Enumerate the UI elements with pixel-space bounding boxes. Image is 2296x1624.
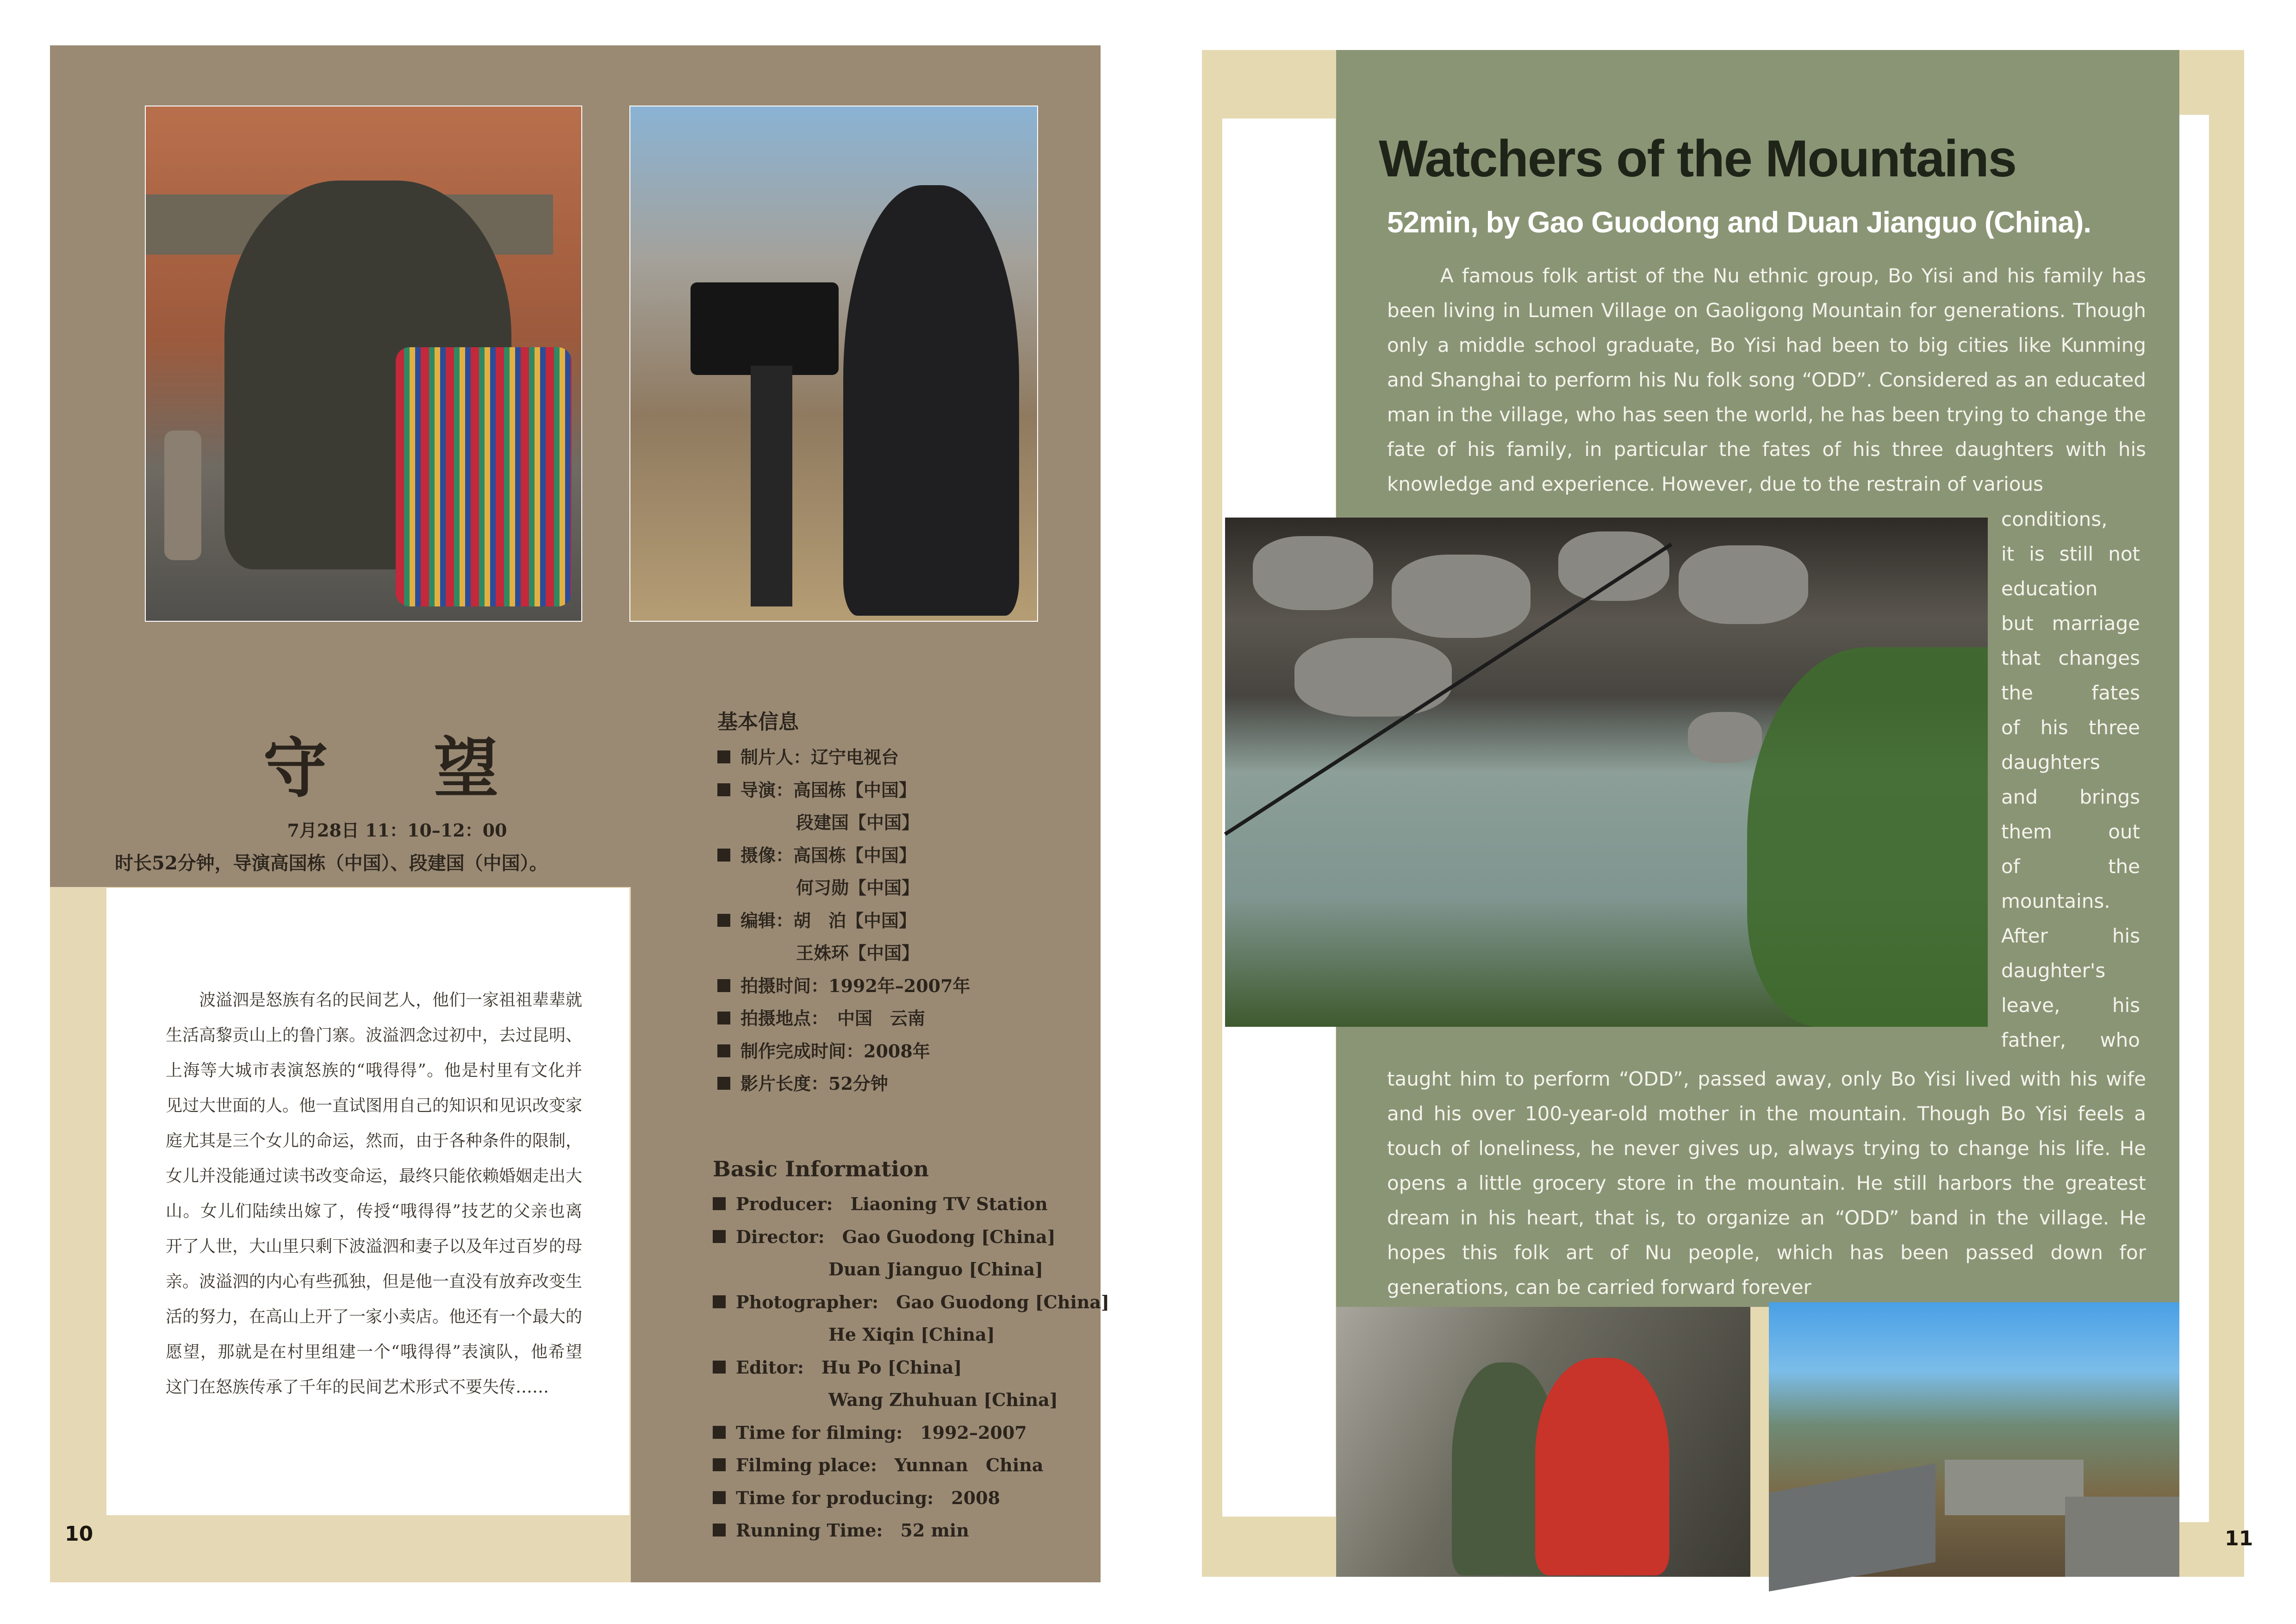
side-column-line: the fates bbox=[2001, 681, 2140, 704]
side-column-line: mountains. bbox=[2001, 890, 2110, 912]
mountain-village-photo bbox=[1769, 1302, 2179, 1577]
info-text: 段建国【中国】 bbox=[796, 812, 920, 833]
info-text: Time for filming: 1992–2007 bbox=[736, 1422, 1027, 1443]
white-margin-right bbox=[2179, 115, 2209, 1522]
side-column-line: daughters bbox=[2001, 751, 2100, 774]
chinese-info-list bbox=[717, 741, 1078, 1100]
side-column-line: of the bbox=[2001, 855, 2140, 878]
bullet-spacer bbox=[713, 1393, 726, 1406]
square-bullet-icon bbox=[713, 1458, 726, 1471]
info-row bbox=[713, 1221, 1097, 1254]
rock bbox=[1558, 531, 1669, 601]
side-column-line: but marriage bbox=[2001, 612, 2140, 635]
info-text: Running Time: 52 min bbox=[736, 1520, 969, 1541]
children-photo bbox=[1336, 1307, 1750, 1577]
info-row bbox=[717, 774, 1078, 807]
info-row bbox=[717, 839, 1078, 872]
synopsis-bottom-paragraph: taught him to perform “ODD”, passed away, only Bo Yisi lived with his wife and his over 100-year-old mother in the mountain. Though Bo Yisi feels a touch of loneliness, he never gives up, always trying to change his life. He opens a little grocery store in the mountain. He still harbors the greatest dream in his heart, that is, to organize an “ODD” band in the village. He hopes this folk art of Nu people, which has been passed down for generations, can be carried forward forever bbox=[1387, 1068, 2146, 1299]
english-info-list bbox=[713, 1188, 1110, 1547]
side-column-line: daughter's bbox=[2001, 959, 2106, 982]
square-bullet-icon bbox=[717, 1077, 730, 1090]
side-column-line: conditions, bbox=[2001, 508, 2108, 531]
bullet-spacer bbox=[717, 816, 730, 829]
side-column-line: education bbox=[2001, 577, 2098, 600]
info-row bbox=[713, 1253, 1097, 1286]
director-duan-photo bbox=[629, 106, 1038, 622]
chinese-duration-directors: 时长52分钟，导演高国栋（中国）、段建国（中国）。 bbox=[115, 852, 548, 874]
info-text: 影片长度：52分钟 bbox=[740, 1073, 888, 1094]
chinese-basic-info bbox=[717, 705, 1078, 1100]
info-text: Editor: Hu Po [China] bbox=[736, 1356, 962, 1378]
square-bullet-icon bbox=[717, 914, 730, 927]
info-row bbox=[717, 970, 1078, 1003]
info-text: Wang Zhuhuan [China] bbox=[828, 1389, 1058, 1410]
english-basic-info bbox=[713, 1156, 1110, 1547]
river-crossing-photo bbox=[1225, 518, 1988, 1027]
english-title: Watchers of the Mountains bbox=[1379, 130, 2016, 187]
side-column-line: it is still not bbox=[2001, 543, 2140, 565]
square-bullet-icon bbox=[713, 1197, 726, 1210]
bullet-spacer bbox=[717, 881, 730, 894]
info-row bbox=[713, 1286, 1110, 1319]
square-bullet-icon bbox=[717, 1012, 730, 1024]
info-text: 导演：高国栋【中国】 bbox=[740, 779, 917, 800]
bullet-spacer bbox=[717, 946, 730, 959]
square-bullet-icon bbox=[717, 783, 730, 796]
chinese-synopsis-text: 波溢泗是怒族有名的民间艺人，他们一家祖祖辈辈就生活高黎贡山上的鲁门寨。波溢泗念过初中，去过昆明、上海等大城市表演怒族的“哦得得”。他是村里有文化并见过大世面的人。他一直试图用自己的知识和见识改变家庭尤其是三个女儿的命运，然而，由于各种条件的限制，女儿并没能通过读书改变命运，最终只能依赖婚姻走出大山。女儿们陆续出嫁了，传授“哦得得”技艺的父亲也离开了人世，大山里只剩下波溢泗和妻子以及年过百岁的母亲。波溢泗的内心有些孤独，但是他一直没有放弃改变生活的努力，在高山上开了一家小卖店。他还有一个最大的愿望，那就是在村里组建一个“哦得得”表演队，他希望这门在怒族传承了千年的民间艺术形式不要失传…… bbox=[166, 991, 583, 1397]
info-row bbox=[713, 1449, 1097, 1482]
rock bbox=[1294, 638, 1452, 717]
info-text: Photographer: Gao Guodong [China] bbox=[736, 1291, 1110, 1312]
info-row bbox=[717, 872, 1078, 905]
video-camera bbox=[691, 282, 839, 375]
info-row bbox=[717, 741, 1078, 774]
info-text: 摄像：高国栋【中国】 bbox=[740, 844, 917, 866]
side-column-line: them out bbox=[2001, 820, 2140, 843]
square-bullet-icon bbox=[713, 1295, 726, 1308]
chinese-title: 守 望 bbox=[263, 731, 541, 806]
square-bullet-icon bbox=[717, 750, 730, 763]
info-row bbox=[717, 1068, 1078, 1100]
info-text: 拍摄地点： 中国 云南 bbox=[740, 1008, 926, 1029]
roof bbox=[2065, 1497, 2179, 1577]
info-text: 何习勋【中国】 bbox=[796, 877, 920, 898]
info-row bbox=[717, 1035, 1078, 1068]
info-text: Filming place: Yunnan China bbox=[736, 1455, 1044, 1475]
synopsis-side-column bbox=[2001, 502, 2140, 1057]
chinese-synopsis bbox=[166, 983, 582, 1405]
info-text: Producer: Liaoning TV Station bbox=[736, 1193, 1048, 1214]
side-column-line: of his three bbox=[2001, 716, 2140, 739]
info-text: 编辑：胡 泊【中国】 bbox=[740, 910, 917, 931]
thermos bbox=[164, 431, 201, 560]
english-subtitle: 52min, by Gao Guodong and Duan Jianguo (China). bbox=[1387, 206, 2091, 239]
square-bullet-icon bbox=[717, 849, 730, 862]
rock bbox=[1253, 536, 1373, 610]
info-row bbox=[713, 1188, 1097, 1221]
standing-man bbox=[843, 185, 1019, 616]
side-column-line: After his bbox=[2001, 924, 2140, 947]
info-row bbox=[713, 1318, 1097, 1351]
chinese-info-heading: 基本信息 bbox=[717, 710, 799, 734]
info-text: Director: Gao Guodong [China] bbox=[736, 1226, 1056, 1247]
side-column-line: father, who bbox=[2001, 1029, 2140, 1051]
side-column-line: that changes bbox=[2001, 647, 2140, 669]
page-number-left: 10 bbox=[65, 1522, 93, 1546]
bullet-spacer bbox=[713, 1262, 726, 1275]
info-row bbox=[717, 806, 1078, 839]
roof bbox=[1945, 1460, 2084, 1515]
info-text: 拍摄时间：1992年–2007年 bbox=[740, 975, 971, 996]
info-row bbox=[713, 1482, 1097, 1515]
left-page bbox=[50, 45, 1110, 1582]
square-bullet-icon bbox=[713, 1524, 726, 1537]
synopsis-top-paragraph bbox=[1387, 258, 2146, 501]
square-bullet-icon bbox=[713, 1361, 726, 1374]
page-number-right: 11 bbox=[2225, 1527, 2253, 1550]
child bbox=[1535, 1358, 1669, 1575]
foliage bbox=[1747, 647, 1988, 1027]
square-bullet-icon bbox=[717, 979, 730, 992]
info-row bbox=[713, 1351, 1097, 1384]
info-row bbox=[717, 937, 1078, 970]
rock bbox=[1679, 545, 1808, 624]
striped-bag bbox=[396, 347, 572, 606]
info-row bbox=[713, 1514, 1097, 1547]
square-bullet-icon bbox=[717, 1044, 730, 1057]
rock bbox=[1392, 555, 1531, 638]
side-column-line: leave, his bbox=[2001, 994, 2140, 1017]
rock bbox=[1688, 712, 1762, 763]
bullet-spacer bbox=[713, 1328, 726, 1341]
screening-time: 7月28日 11：10–12：00 bbox=[287, 820, 507, 841]
tripod bbox=[751, 366, 792, 606]
info-row bbox=[713, 1384, 1097, 1417]
english-info-heading: Basic Information bbox=[713, 1156, 929, 1181]
square-bullet-icon bbox=[713, 1491, 726, 1504]
right-page bbox=[1202, 50, 2253, 1577]
info-row bbox=[713, 1417, 1097, 1449]
info-row bbox=[717, 1002, 1078, 1035]
info-text: Time for producing: 2008 bbox=[736, 1487, 1000, 1508]
square-bullet-icon bbox=[713, 1230, 726, 1243]
side-column-line: and brings bbox=[2001, 786, 2140, 808]
info-text: He Xiqin [China] bbox=[828, 1324, 995, 1345]
info-text: Duan Jianguo [China] bbox=[828, 1259, 1044, 1280]
info-row bbox=[717, 905, 1078, 937]
director-gao-photo bbox=[145, 106, 582, 622]
info-text: 王姝环【中国】 bbox=[796, 943, 920, 963]
synopsis-top-text: A famous folk artist of the Nu ethnic group, Bo Yisi and his family has been living in Lumen Village on Gaoligong Mountain for generations. Though only a middle school graduate, Bo Yisi had been to big cities like Kunming and Shanghai to perform his Nu folk song “ODD”. Considered as an educated man in the village, who has seen the world, he has been trying to change the fate of his family, in particular the fates of his three daughters with his knowledge and experience. However, due to the restrain of various bbox=[1387, 264, 2146, 495]
roof bbox=[1769, 1463, 1935, 1591]
info-text: 制作完成时间：2008年 bbox=[740, 1040, 930, 1062]
info-text: 制片人：辽宁电视台 bbox=[740, 747, 899, 768]
square-bullet-icon bbox=[713, 1426, 726, 1439]
